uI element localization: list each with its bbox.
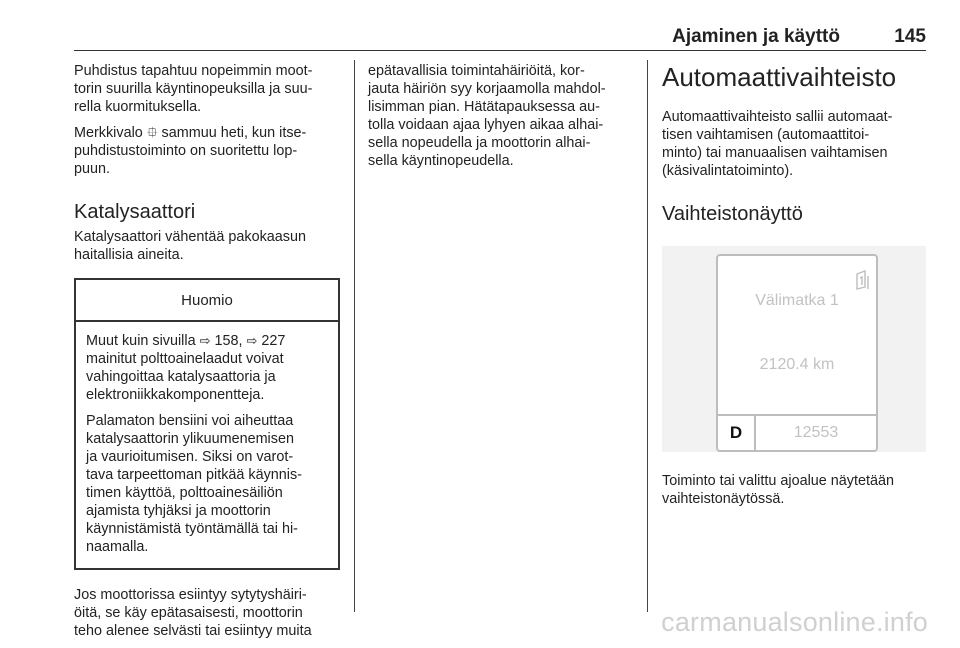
trip-distance: 2120.4 km — [759, 356, 835, 373]
page-ref-arrow-icon: ⇨ — [246, 333, 258, 348]
paragraph-misfire-continued: epätavallisia toimintahäiriöitä, kor- jauta häiriön syy korjaamolla mahdol- lisimman pian. Hätätapauksessa au- tolla voidaan ajaa lyhyen aikaa alhai- sella nopeudella ja moottorin alhai- sella käyntinopeudella. — [368, 63, 606, 169]
caution-paragraph-unburned: Palamaton bensiini voi aiheuttaa katalysaattorin ylikuumenemisen ja vaurioitumisen. Siksi on varot- tava tarpeettoman pitkää käynnis- timen käyttöä, polttoainesäiliön ajamista tyhjäksi ja moottorin käynnistämistä työntämällä tai hi- naamalla. — [86, 413, 302, 555]
paragraph-automatic: Automaattivaihteisto sallii automaat- tisen vaihtamisen (automaattitoi- minto) tai manuaalisen vaihtamisen (käsivalintatoiminto). — [662, 109, 893, 179]
caution-box — [74, 278, 340, 570]
section-title-automatic-transmission: Automaattivaihteisto — [662, 62, 897, 92]
display-bottom-row — [718, 414, 876, 450]
section-title-catalyst: Katalysaattori — [74, 201, 196, 223]
trip-1-icon — [856, 270, 870, 290]
paragraph-misfire: Jos moottorissa esiintyy sytytyshäiri- öitä, se käy epätasaisesti, moottorin teho alenee selvästi tai esiintyy muita — [74, 587, 312, 639]
column-3 — [662, 62, 926, 516]
trip-label: Välimatka 1 — [755, 292, 839, 309]
page-number: 145 — [894, 26, 926, 47]
paragraph-cleaning: Puhdistus tapahtuu nopeimmin moot- torin suurilla käyntinopeuksilla ja suu- rella kuormituksella. — [74, 63, 313, 115]
paragraph-catalyst: Katalysaattori vähentää pakokaasun haitallisia aineita. — [74, 229, 307, 263]
page-ref-link[interactable]: 227 — [261, 333, 286, 349]
gear-indicator: D — [718, 416, 756, 450]
column-divider — [354, 60, 355, 612]
caution-body — [76, 322, 338, 568]
column-1 — [74, 62, 340, 648]
paragraph-indicator: Merkkivalo ⯐ sammuu heti, kun itse- puhdistustoiminto on suoritettu lop- puun. — [74, 125, 307, 177]
caution-title: Huomio — [76, 280, 338, 322]
section-title-transmission-display: Vaihteistonäyttö — [662, 203, 803, 225]
caution-paragraph-fuel: Muut kuin sivuilla ⇨ 158, ⇨ 227 mainitut polttoainelaadut voivat vahingoittaa katalysaattoria ja elektroniikkakomponentteja. — [86, 333, 286, 403]
header-title: Ajaminen ja käyttö — [672, 26, 840, 47]
page-header — [74, 0, 926, 51]
page-ref-link[interactable]: 158, — [214, 333, 243, 349]
transmission-display — [716, 254, 878, 452]
watermark: carmanualsonline.info — [661, 607, 928, 637]
odometer: 12553 — [793, 424, 839, 441]
page-ref-arrow-icon: ⇨ — [199, 333, 211, 348]
column-2 — [368, 62, 634, 178]
column-divider — [647, 60, 648, 612]
transmission-display-illustration — [662, 246, 926, 452]
paragraph-display-caption: Toiminto tai valittu ajoalue näytetään vaihteistonäytössä. — [662, 473, 894, 507]
